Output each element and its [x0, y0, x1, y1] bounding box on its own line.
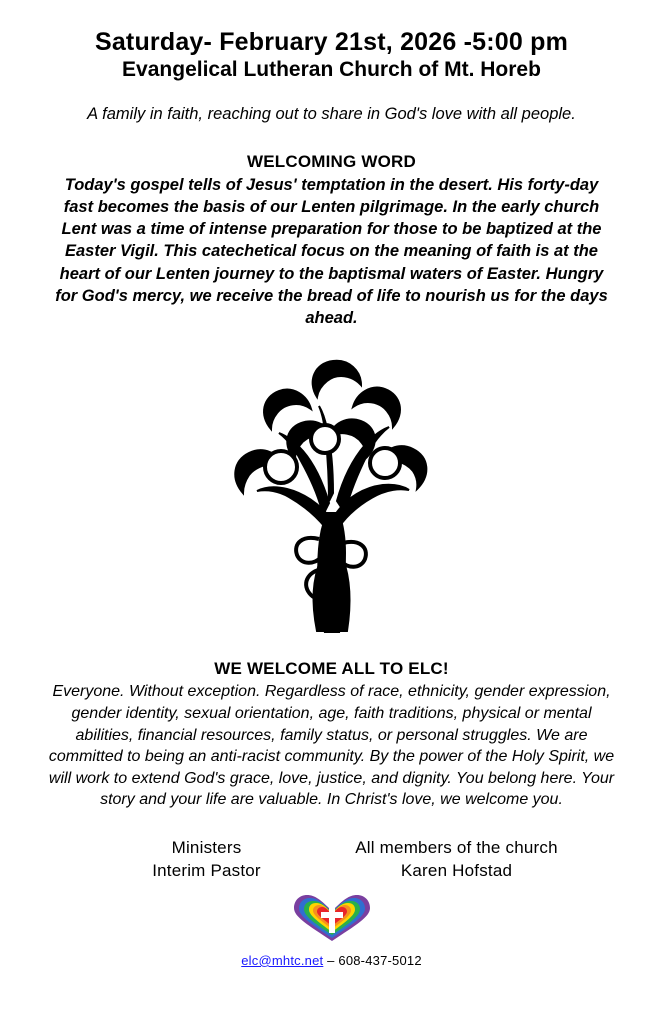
welcome-all-body: Everyone. Without exception. Regardless of race, ethnicity, gender expression, gender identity, sexual orientation, age, faith traditions, physical or mental abilities, financial resources, family status, or personal struggles. We are committed to being an anti-racist community. By the power of the Holy Spirit, we will work to extend God's grace, love, justice, and dignity. You belong here. Your story and your life are valuable. In Christ's love, we welcome you. — [48, 683, 615, 809]
ministers-values — [332, 837, 582, 883]
footer-contact — [34, 953, 629, 968]
welcoming-word-heading: WELCOMING WORD — [247, 151, 416, 171]
reconciling-in-christ-logo — [34, 893, 629, 943]
ministers-value-1: All members of the church — [355, 838, 558, 857]
ministers-roles — [82, 837, 332, 883]
ministers-value-2: Karen Hofstad — [400, 860, 513, 880]
email-link[interactable]: elc@mhtc.net — [241, 952, 324, 968]
service-date-line: Saturday- February 21st, 2026 -5:00 pm — [94, 28, 569, 56]
tree-illustration — [34, 343, 629, 633]
tree-icon — [207, 343, 457, 633]
footer-separator: – — [323, 952, 339, 968]
welcoming-word-body: Today's gospel tells of Jesus' temptation in the desert. His forty-day fast becomes the basis of our Lenten pilgrimage. In the early church Lent was a time of intense preparation for those to be baptized at the Easter Vigil. This catechetical focus on the meaning of faith is at the heart of our Lenten journey to the baptismal waters of Easter. Hungry for God's mercy, we receive the bread of life to nourish us for the days ahead. — [55, 175, 608, 328]
phone-number: 608-437-5012 — [338, 952, 422, 968]
church-name: Evangelical Lutheran Church of Mt. Horeb — [122, 58, 541, 81]
welcome-all-heading: WE WELCOME ALL TO ELC! — [214, 659, 449, 679]
rainbow-heart-cross-icon — [288, 893, 376, 943]
ministers-role-2: Interim Pastor — [152, 860, 261, 880]
ministers-role-1: Ministers — [171, 838, 242, 857]
ministers-block — [34, 837, 629, 883]
mission-tagline: A family in faith, reaching out to share in God's love with all people. — [87, 105, 576, 124]
